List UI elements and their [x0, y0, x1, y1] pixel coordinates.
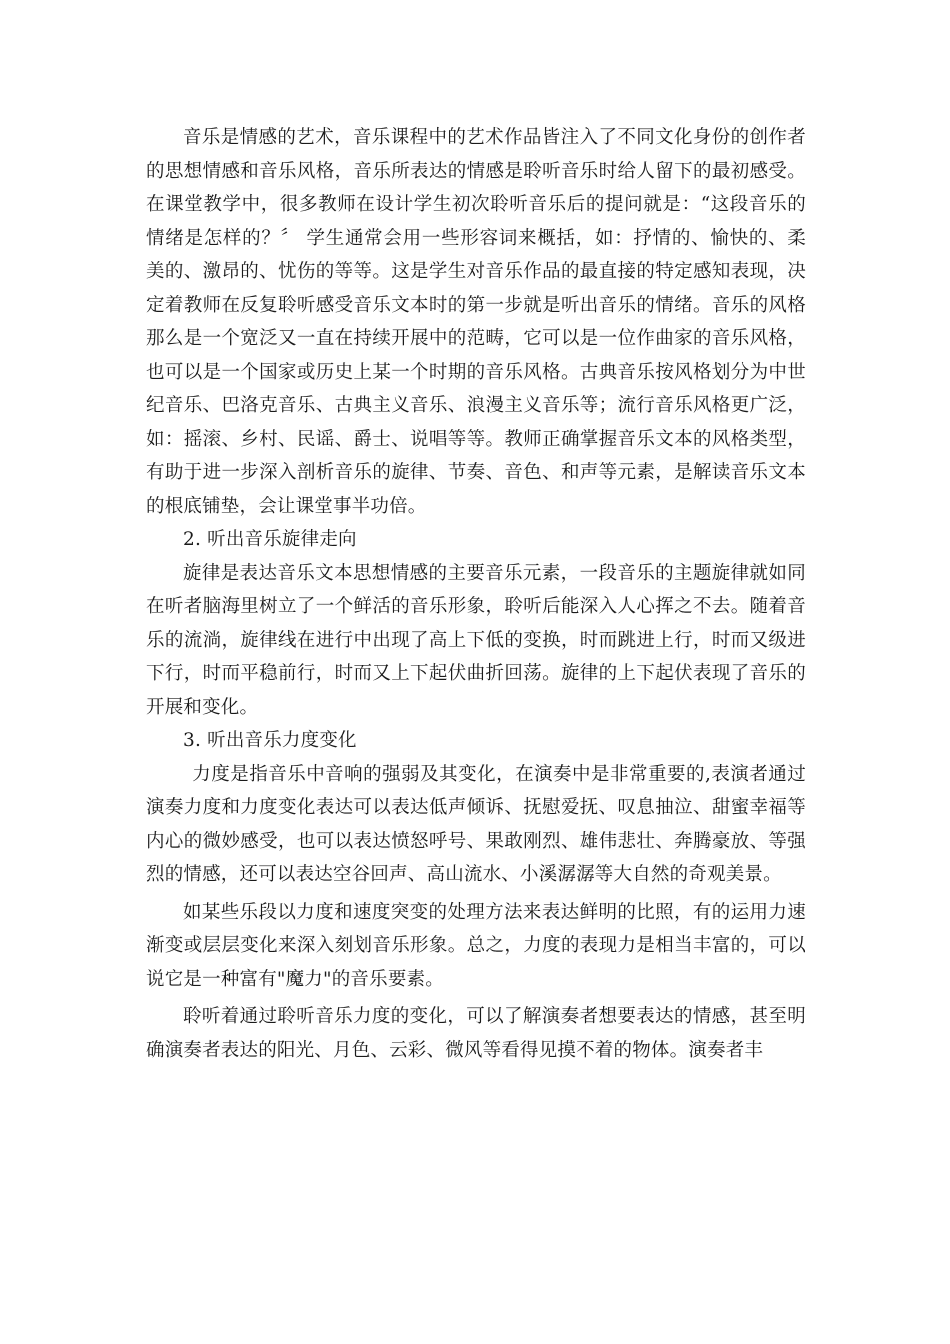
heading-dynamics-change: 3. 听出音乐力度变化: [183, 730, 357, 751]
paragraph-dynamics-definition: 力度是指音乐中音响的强弱及其变化，在演奏中是非常重要的,表演者通过演奏力度和力度变化表达可以表达低声倾诉、抚慰爱抚、叹息抽泣、甜蜜幸福等内心的微妙感受，也可以表达愤怒呼号、果敢刚烈、雄伟悲壮、奔腾豪放、等强烈的情感，还可以表达空谷回声、高山流水、小溪潺潺等大自然的奇观美景。: [146, 763, 806, 885]
paragraph-listening-dynamics: 聆听着通过聆听音乐力度的变化，可以了解演奏者想要表达的情感，甚至明确演奏者表达的阳光、月色、云彩、微风等看得见摸不着的物体。演奏者丰: [146, 1006, 806, 1061]
heading-melody-direction: 2. 听出音乐旋律走向: [183, 529, 357, 550]
paragraph-dynamics-contrast: 如某些乐段以力度和速度突变的处理方法来表达鲜明的比照，有的运用力速渐变或层层变化来深入刻划音乐形象。总之，力度的表现力是相当丰富的，可以说它是一种富有"魔力"的音乐要素。: [146, 901, 806, 990]
document-body: [146, 121, 806, 1067]
paragraph-melody: 旋律是表达音乐文本思想情感的主要音乐元素，一段音乐的主题旋律就如同在听者脑海里树立了一个鲜活的音乐形象，聆听后能深入人心挥之不去。随着音乐的流淌，旋律线在进行中出现了高上下低的变换，时而跳进上行，时而又级进下行，时而平稳前行，时而又上下起伏曲折回荡。旋律的上下起伏表现了音乐的开展和变化。: [146, 562, 806, 718]
paragraph-music-emotion-style: 音乐是情感的艺术，音乐课程中的艺术作品皆注入了不同文化身份的创作者的思想情感和音乐风格，音乐所表达的情感是聆听音乐时给人留下的最初感受。在课堂教学中，很多教师在设计学生初次聆听音乐后的提问就是：“这段音乐的情绪是怎样的？〞 学生通常会用一些形容词来概括，如：抒情的、愉快的、柔美的、激昂的、忧伤的等等。这是学生对音乐作品的最直接的特定感知表现，决定着教师在反复聆听感受音乐文本时的第一步就是听出音乐的情绪。音乐的风格那么是一个宽泛又一直在持续开展中的范畴，它可以是一位作曲家的音乐风格，也可以是一个国家或历史上某一个时期的音乐风格。古典音乐按风格划分为中世纪音乐、巴洛克音乐、古典主义音乐、浪漫主义音乐等；流行音乐风格更广泛，如：摇滚、乡村、民谣、爵士、说唱等等。教师正确掌握音乐文本的风格类型，有助于进一步深入剖析音乐的旋律、节奏、音色、和声等元素，是解读音乐文本的根底铺垫，会让课堂事半功倍。: [146, 127, 806, 517]
